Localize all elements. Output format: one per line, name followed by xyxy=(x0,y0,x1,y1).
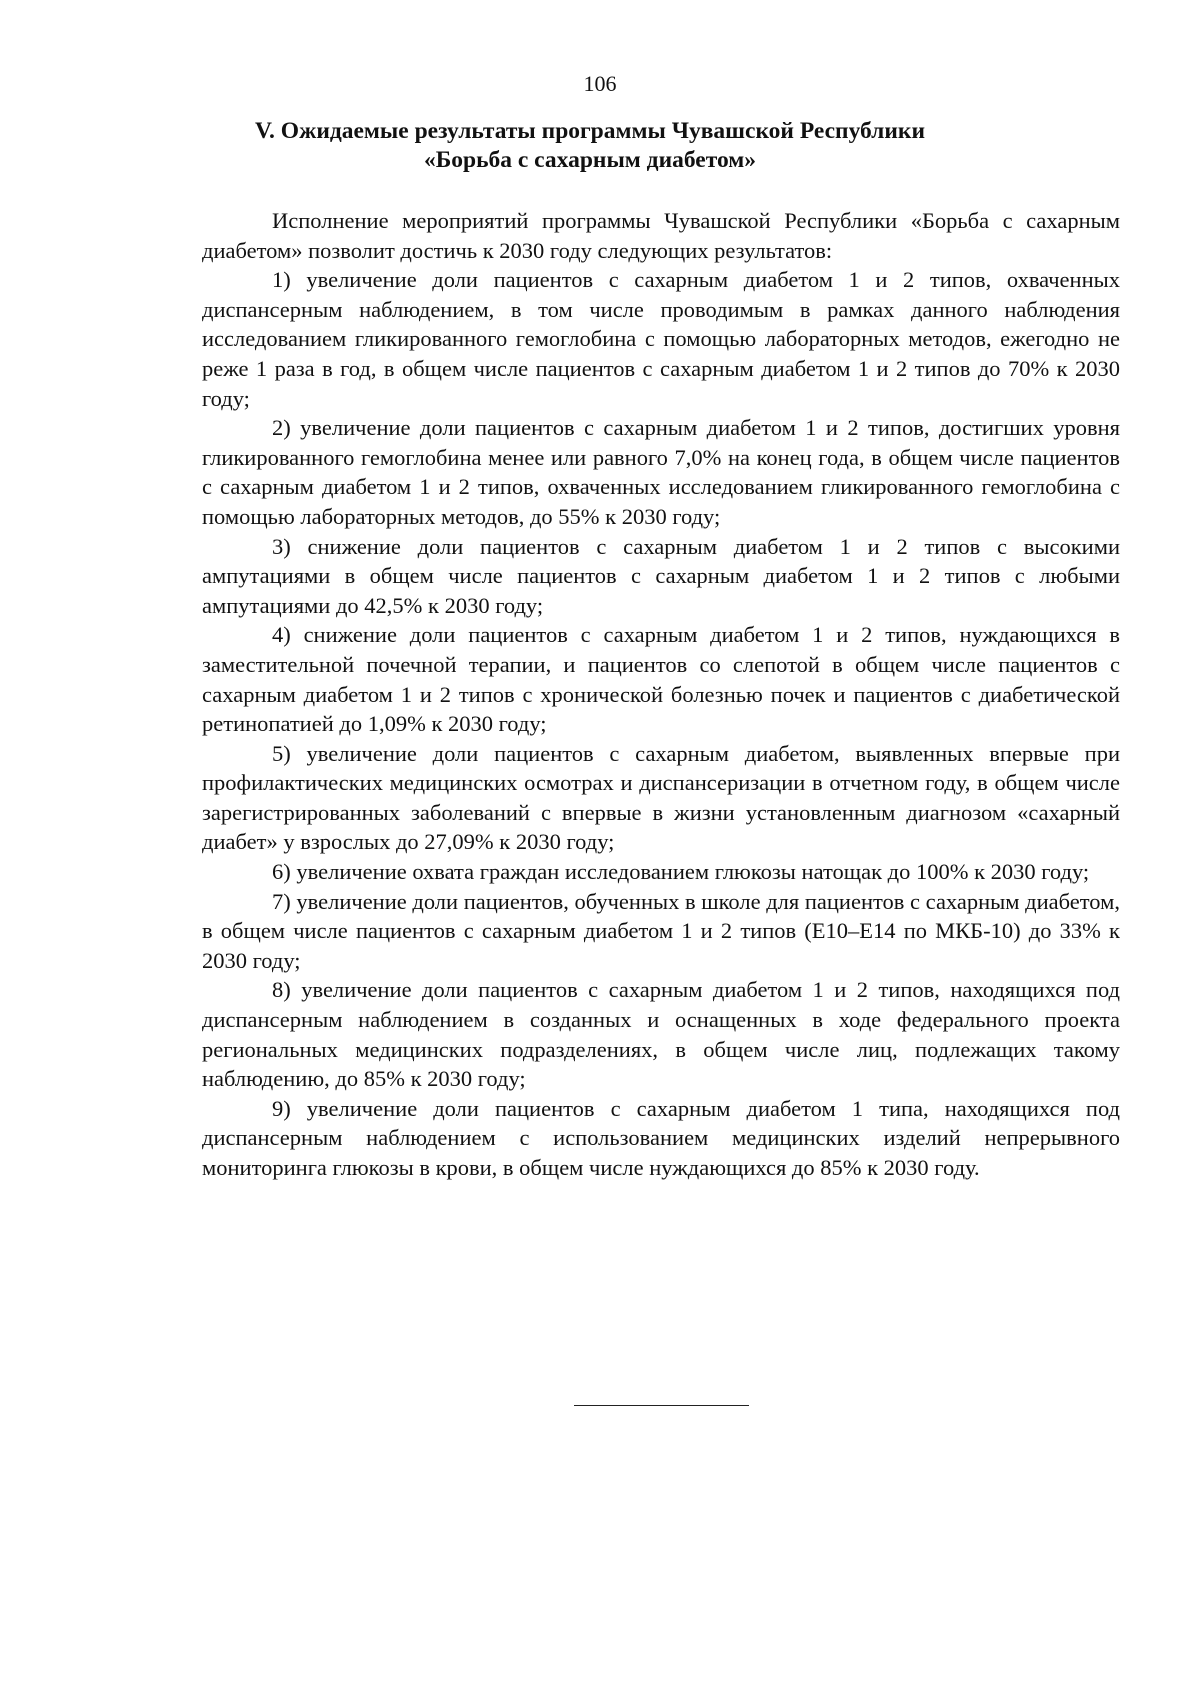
section-heading-line-2: «Борьба с сахарным диабетом» xyxy=(423,147,757,173)
result-item-6: 6) увеличение охвата граждан исследованием глюкозы натощак до 100% к 2030 году; xyxy=(272,859,1090,885)
result-item-5: 5) увеличение доли пациентов с сахарным диабетом, выявленных впервые при профилактических медицинских осмотрах и диспансеризации в отчетном году, в общем числе зарегистрированных заболеваний с впервые в жизни установленным диагнозом «сахарный диабет» у взрослых до 27,09% к 2030 году; xyxy=(202,740,1120,855)
page-number: 106 xyxy=(583,71,617,96)
intro-paragraph: Исполнение мероприятий программы Чувашской Республики «Борьба с сахарным диабетом» позволит достичь к 2030 году следующих результатов: xyxy=(202,208,1120,263)
result-item-8: 8) увеличение доли пациентов с сахарным диабетом 1 и 2 типов, находящихся под диспансерным наблюдением в созданных и оснащенных в ходе федерального проекта региональных медицинских подразделениях, в общем числе лиц, подлежащих такому наблюдению, до 85% к 2030 году; xyxy=(202,977,1120,1092)
result-item-4: 4) снижение доли пациентов с сахарным диабетом 1 и 2 типов, нуждающихся в заместительной почечной терапии, и пациентов со слепотой в общем числе пациентов с сахарным диабетом 1 и 2 типов с хронической болезнью почек и пациентов с диабетической ретинопатией до 1,09% к 2030 году; xyxy=(202,622,1120,737)
result-item-2: 2) увеличение доли пациентов с сахарным диабетом 1 и 2 типов, достигших уровня гликированного гемоглобина менее или равного 7,0% на конец года, в общем числе пациентов с сахарным диабетом 1 и 2 типов, охваченных исследованием гликированного гемоглобина с помощью лабораторных методов, до 55% к 2030 году; xyxy=(202,415,1120,529)
result-item-3: 3) снижение доли пациентов с сахарным диабетом 1 и 2 типов с высокими ампутациями в общем числе пациентов с сахарным диабетом 1 и 2 типов с любыми ампутациями до 42,5% к 2030 году; xyxy=(202,533,1120,618)
section-heading xyxy=(150,117,1030,175)
result-item-1: 1) увеличение доли пациентов с сахарным диабетом 1 и 2 типов, охваченных диспансерным наблюдением, в том числе проводимым в рамках данного наблюдения исследованием гликированного гемоглобина с помощью лабораторных методов, ежегодно не реже 1 раза в год, в общем числе пациентов с сахарным диабетом 1 и 2 типов до 70% к 2030 году; xyxy=(202,267,1120,411)
section-heading-line-1: V. Ожидаемые результаты программы Чувашской Республики xyxy=(255,118,925,144)
end-divider-line xyxy=(574,1405,749,1406)
body-text xyxy=(202,206,1120,1183)
result-item-7: 7) увеличение доли пациентов, обученных в школе для пациентов с сахарным диабетом, в общем числе пациентов с сахарным диабетом 1 и 2 типов (Е10–Е14 по МКБ-10) до 33% к 2030 году; xyxy=(202,888,1120,973)
result-item-9: 9) увеличение доли пациентов с сахарным диабетом 1 типа, находящихся под диспансерным наблюдением с использованием медицинских изделий непрерывного мониторинга глюкозы в крови, в общем числе нуждающихся до 85% к 2030 году. xyxy=(202,1095,1120,1180)
